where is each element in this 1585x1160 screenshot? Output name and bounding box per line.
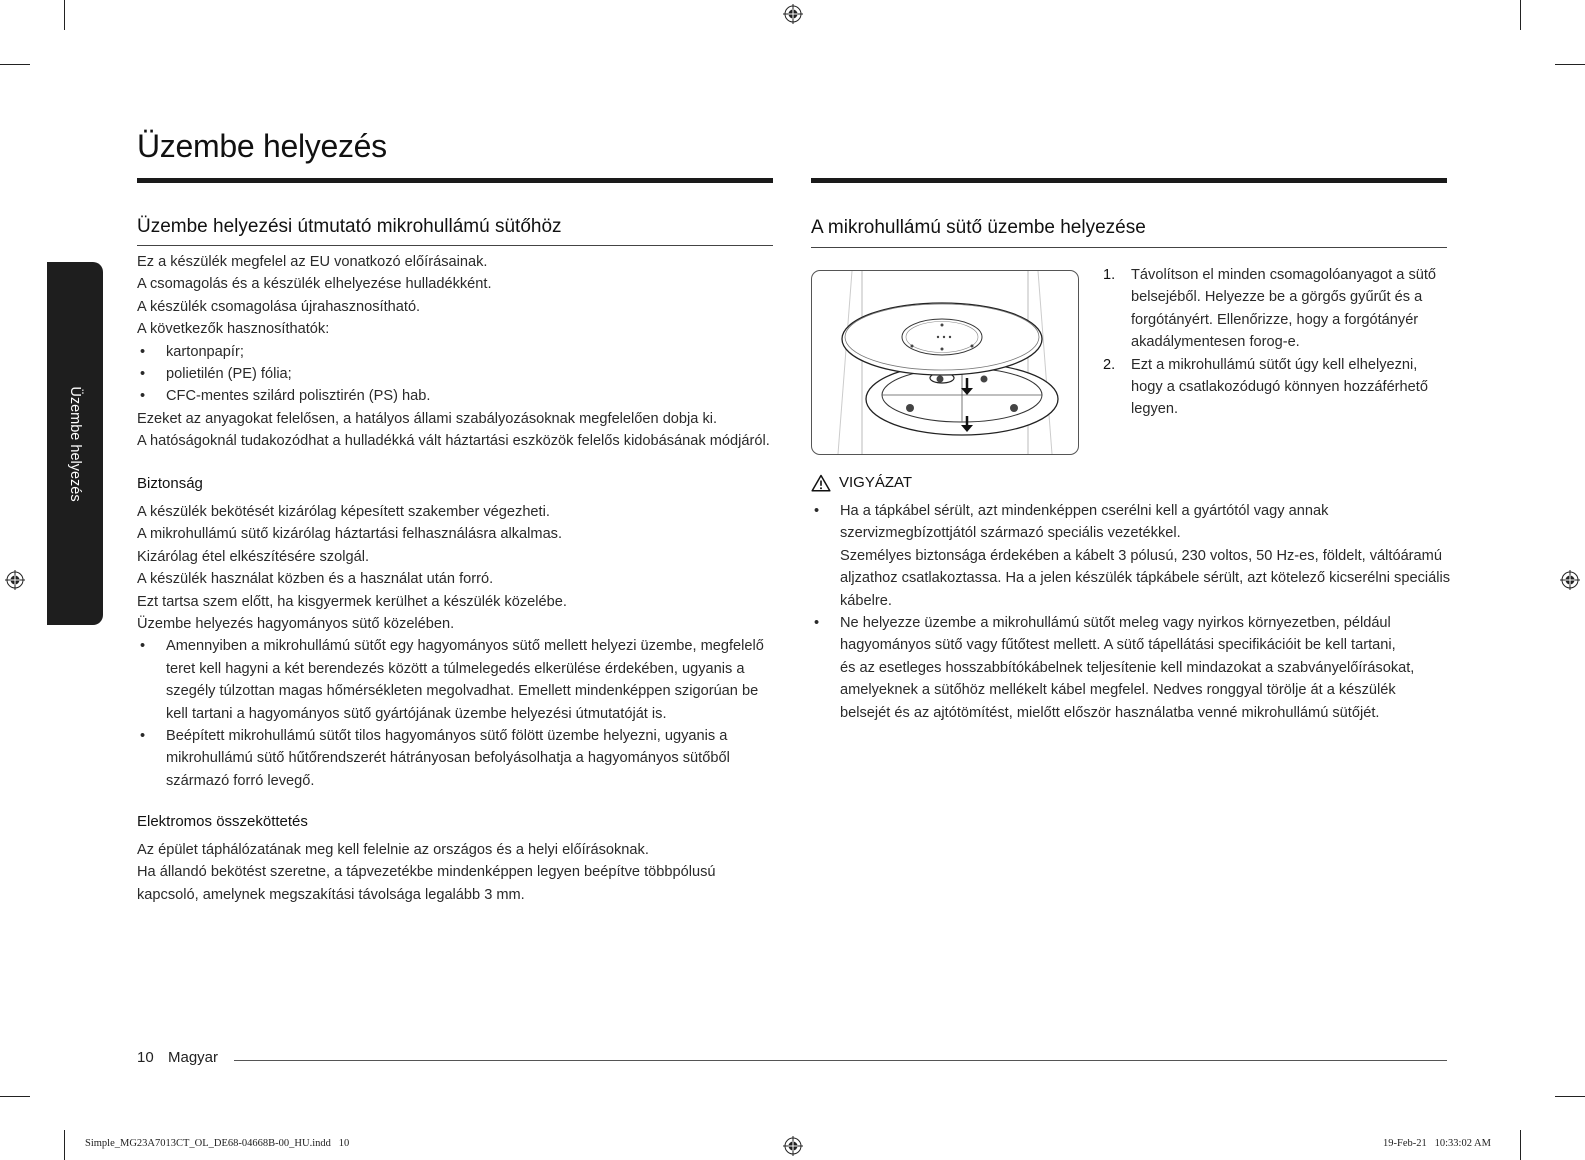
text-line: szervizmegbízottjától származó speciális vezetékkel. (840, 525, 1181, 542)
text-line: aljzathoz csatlakoztassa. Ha a jelen készülék tápkábele sérült, azt kötelező kicserélni speciális (840, 570, 1451, 587)
crop-mark (1555, 64, 1585, 65)
caution-block (811, 500, 1451, 724)
crop-mark (0, 1096, 30, 1097)
crop-mark (64, 1130, 65, 1160)
list-item-text: kartonpapír; (166, 343, 244, 360)
text-line: Ne helyezze üzembe a mikrohullámú sütőt meleg vagy nyirkos környezetben, például (840, 615, 1391, 632)
list-item-text: CFC-mentes szilárd polisztirén (PS) hab. (166, 388, 431, 405)
title-rule-left (137, 178, 773, 183)
text-line: Üzembe helyezés hagyományos sütő közelében. (137, 616, 455, 633)
list-item (137, 341, 777, 363)
list-item (811, 612, 1451, 724)
list-item-text: polietilén (PE) fólia; (166, 366, 292, 383)
step-item (1103, 354, 1453, 421)
step-number: 2. (1103, 356, 1116, 373)
crop-mark (64, 0, 65, 30)
materials-list (137, 341, 777, 408)
text-line: kell tartani a hagyományos sütő gyártójának üzembe helyezési útmutatóját is. (166, 705, 667, 722)
right-section-heading: A mikrohullámú sütő üzembe helyezése (811, 217, 1146, 238)
electrical-heading: Elektromos összeköttetés (137, 813, 308, 830)
caution-list (811, 500, 1451, 724)
bullet: • (814, 615, 820, 632)
text-line: A készülék csomagolása újrahasznosítható. (137, 298, 421, 315)
bullet: • (140, 638, 146, 655)
turntable-drawing-icon (812, 271, 1078, 454)
registration-mark-icon (1560, 570, 1580, 590)
text-line: A csomagolás és a készülék elhelyezése hulladékként. (137, 276, 492, 293)
text-line: forgótányért. Ellenőrizze, hogy a forgótányér (1131, 311, 1419, 328)
electrical-block (137, 839, 777, 906)
list-item (137, 635, 777, 725)
list-item (137, 725, 777, 792)
left-section-rule (137, 245, 773, 246)
text-line: Ha a tápkábel sérült, azt mindenképpen cserélni kell a gyártótól vagy annak (840, 503, 1329, 519)
list-item (137, 363, 777, 385)
step-number: 1. (1103, 267, 1116, 283)
text-line: legyen. (1131, 401, 1179, 418)
text-line: mikrohullámú sütő hűtőrendszerét hátrányosan befolyásolhatja a hagyományos sütőből (166, 750, 730, 767)
text-line: Ezt tartsa szem előtt, ha kisgyermek kerülhet a készülék közelébe. (137, 593, 567, 610)
bullet: • (140, 388, 146, 405)
text-line: hagyományos sütő vagy fűtőtest mellett. A sütő tápellátási specifikációit be kell tartani, (840, 637, 1396, 654)
registration-mark-icon (5, 570, 25, 590)
safety-list (137, 635, 777, 792)
side-tab-label: Üzembe helyezés (67, 385, 83, 502)
text-line: A készülék bekötését kizárólag képesített szakember végezheti. (137, 504, 550, 520)
bullet: • (140, 366, 146, 383)
print-date-info: 19-Feb-21 10:33:02 AM (1383, 1138, 1491, 1149)
text-line: A mikrohullámú sütő kizárólag háztartási felhasználásra alkalmas. (137, 526, 563, 543)
safety-block (137, 501, 777, 792)
text-line: belsejét és az ajtótömítést, mielőtt először használatba venné mikrohullámú sütőjét. (840, 704, 1380, 721)
list-item (137, 385, 777, 407)
text-line: A hatóságoknál tudakozódhat a hulladékká vált háztartási eszközök felelős kidobásának módjáról. (137, 433, 770, 450)
text-line: Ezeket az anyagokat felelősen, a hatályos állami szabályozásoknak megfelelően dobja ki. (137, 410, 718, 427)
text-line: kábelre. (840, 592, 892, 609)
turntable-illustration (811, 270, 1079, 455)
install-steps (1103, 264, 1453, 421)
footer-page-number: 10 (137, 1049, 154, 1066)
install-steps-block (1103, 264, 1453, 421)
safety-heading: Biztonság (137, 475, 203, 492)
list-item (811, 500, 1451, 612)
text-line: kapcsoló, amelynek megszakítási távolsága legalább 3 mm. (137, 886, 525, 903)
title-rule-right (811, 178, 1447, 183)
text-line: Ha állandó bekötést szeretne, a tápvezetékbe mindenképpen legyen beépítve többpólusú (137, 864, 716, 881)
text-line: Személyes biztonsága érdekében a kábelt 3 pólusú, 230 voltos, 50 Hz-es, földelt, váltóáramú (840, 547, 1442, 564)
footer-language: Magyar (168, 1049, 219, 1066)
text-line: származó forró levegő. (166, 772, 315, 789)
text-line: A készülék használat közben és a használat után forró. (137, 571, 494, 588)
text-line: A következők hasznosíthatók: (137, 321, 330, 338)
text-line: hogy a csatlakozódugó könnyen hozzáférhető (1131, 379, 1428, 396)
caution-title: VIGYÁZAT (839, 474, 913, 491)
step-item (1103, 264, 1453, 354)
bullet: • (814, 503, 820, 519)
text-line: és az esetleges hosszabbítókábelnek teljesítenie kell mindazokat a szabványelőírásokat, (840, 659, 1415, 676)
text-line: teret kell hagyni a két berendezés között a túlmelegedés elkerülése érdekében, ugyanis a (166, 660, 745, 677)
left-section-heading: Üzembe helyezési útmutató mikrohullámú sütőhöz (137, 216, 562, 237)
bullet: • (140, 343, 146, 360)
registration-mark-icon (783, 1136, 803, 1156)
crop-mark (1555, 1096, 1585, 1097)
text-line: szegély túlzottan magas hőmérsékleten megolvadhat. Emellett mindenképpen szigorúan be (166, 683, 759, 700)
text-line: Kizárólag étel elkészítésére szolgál. (137, 548, 369, 565)
crop-mark (1520, 0, 1521, 30)
registration-mark-icon (783, 4, 803, 24)
side-tab (47, 262, 103, 625)
text-line: Beépített mikrohullámú sütőt tilos hagyományos sütő fölött üzembe helyezni, ugyanis a (166, 728, 728, 745)
page-title: Üzembe helyezés (137, 128, 387, 164)
text-line: Amennyiben a mikrohullámú sütőt egy hagyományos sütő mellett helyezi üzembe, megfelelő (166, 638, 764, 655)
print-file-info: Simple_MG23A7013CT_OL_DE68-04668B-00_HU.indd 10 (85, 1138, 350, 1149)
text-line: Ez a készülék megfelel az EU vonatkozó előírásainak. (137, 254, 488, 270)
footer-rule (234, 1060, 1447, 1061)
right-section-rule (811, 247, 1447, 248)
text-line: Ezt a mikrohullámú sütőt úgy kell elhelyezni, (1131, 356, 1418, 373)
crop-mark (0, 64, 30, 65)
left-intro-block (137, 251, 777, 453)
crop-mark (1520, 1130, 1521, 1160)
text-line: akadálymentesen forog-e. (1131, 334, 1300, 351)
warning-triangle-icon (811, 474, 831, 492)
text-line: amelyeknek a sütőhöz mellékelt kábel megfelel. Nedves ronggyal törölje át a készülék (840, 682, 1396, 699)
text-line: Az épület táphálózatának meg kell felelnie az országos és a helyi előírásoknak. (137, 842, 649, 858)
text-line: Távolítson el minden csomagolóanyagot a sütő (1131, 267, 1437, 283)
bullet: • (140, 728, 146, 745)
text-line: belsejéből. Helyezze be a görgős gyűrűt és a (1131, 289, 1423, 306)
